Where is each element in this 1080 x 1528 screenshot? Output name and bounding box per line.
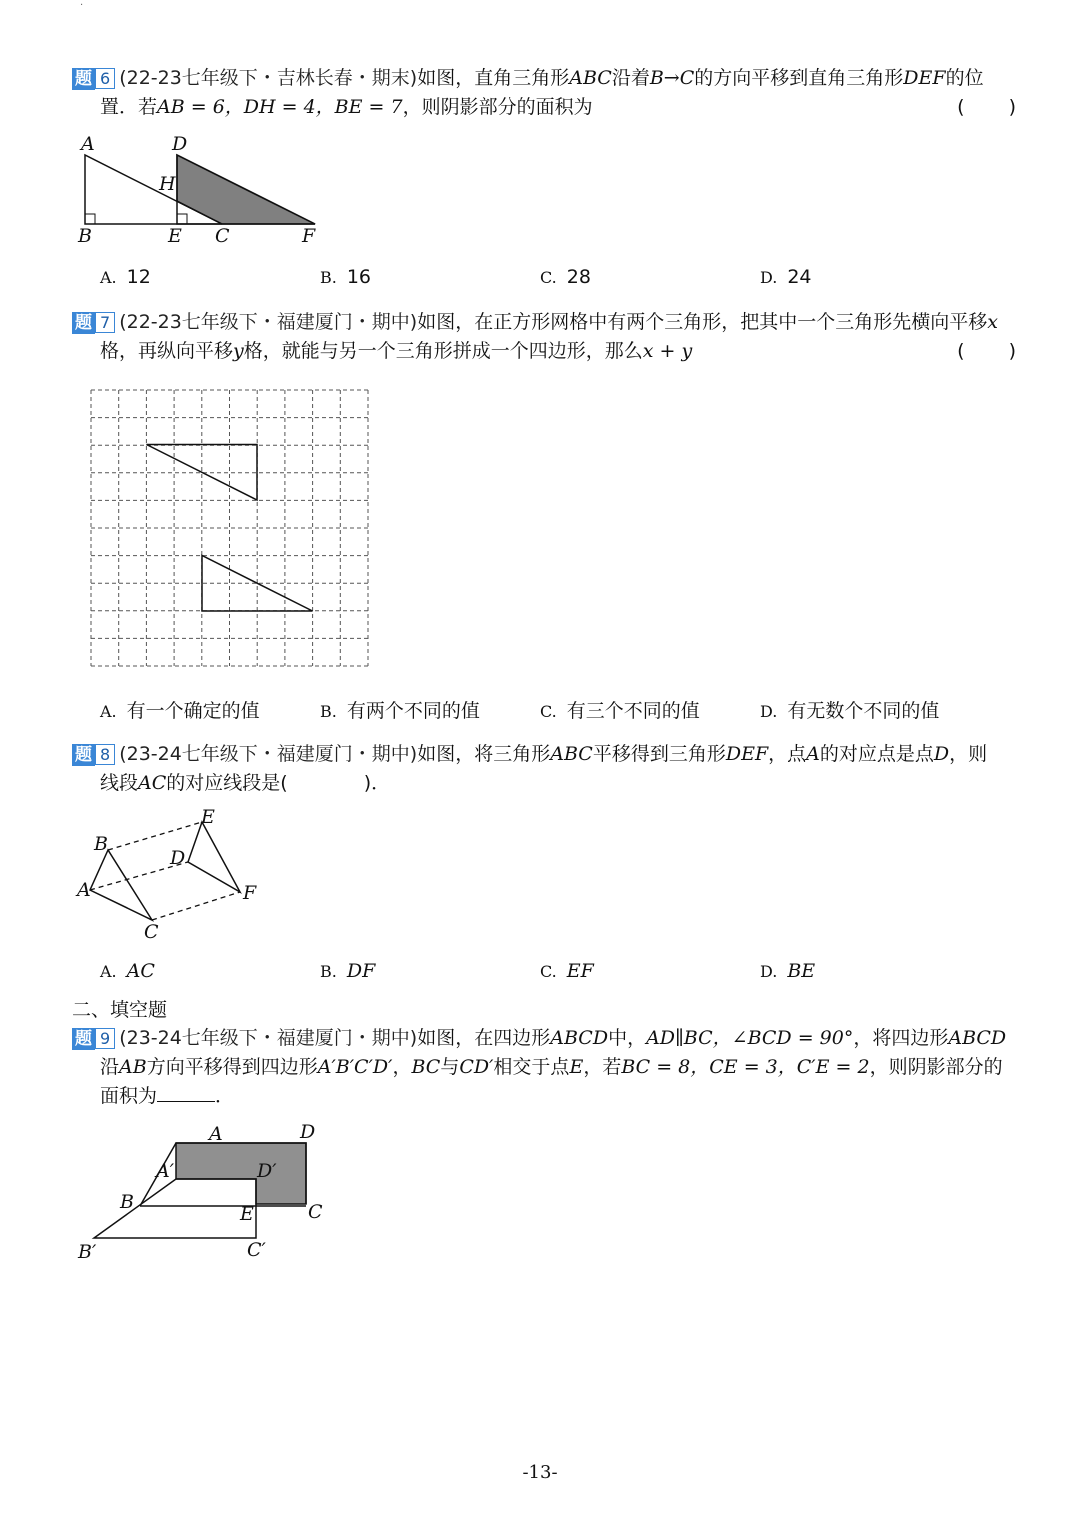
option-b[interactable]: B. 16: [320, 266, 372, 288]
label-a: A: [77, 879, 91, 901]
q8-source: (23-24七年级下・福建厦门・期中): [119, 743, 418, 765]
q9-line-1: 题 9 (23-24七年级下・福建厦门・期中)如图，在四边形ABCD中，AD∥BC，∠BCD = 90°，将四边形ABCD: [72, 1024, 1022, 1053]
q6-line-1: 题 6 (22-23七年级下・吉林长春・期末)如图，直角三角形ABC沿着B→C的方向平移到直角三角形DEF的位: [72, 64, 1022, 93]
q6-source: (22-23七年级下・吉林长春・期末): [119, 67, 418, 89]
option-b[interactable]: B. 有两个不同的值: [320, 700, 480, 722]
q6-figure: [70, 130, 340, 248]
q9-source: (23-24七年级下・福建厦门・期中): [119, 1027, 418, 1049]
label-b: B: [94, 833, 108, 855]
q9-line-2: 沿AB方向平移得到四边形A′B′C′D′，BC与CD′相交于点E，若BC = 8，CE = 3，C′E = 2，则阴影部分的: [100, 1056, 1003, 1078]
section-heading: 二、填空题: [72, 999, 168, 1021]
label-a-prime: A′: [156, 1160, 175, 1182]
answer-paren: ( ): [957, 96, 1018, 118]
label-c-prime: C′: [247, 1239, 266, 1261]
answer-paren: ( ): [957, 340, 1018, 362]
label-e: E: [201, 806, 215, 828]
right-angle-mark-b: [85, 214, 95, 224]
grid-lines: [91, 390, 368, 666]
option-c[interactable]: C. EF: [540, 960, 594, 982]
label-d: D: [172, 133, 188, 155]
label-c: C: [215, 225, 230, 247]
option-c[interactable]: C. 28: [540, 266, 591, 288]
q9-figure: [74, 1120, 334, 1270]
right-angle-mark-e: [177, 214, 187, 224]
q6-line-2: 置．若AB = 6，DH = 4，BE = 7，则阴影部分的面积为 ( ): [72, 93, 1022, 122]
label-b: B: [78, 225, 92, 247]
option-a[interactable]: A. 有一个确定的值: [100, 700, 260, 722]
option-a[interactable]: A. 12: [100, 266, 151, 288]
shaded-region: [176, 1143, 306, 1204]
label-c: C: [308, 1201, 323, 1223]
label-b-prime: B′: [78, 1241, 97, 1263]
question-9: [72, 1024, 1022, 1111]
q8-figure: [72, 806, 272, 942]
q8-line-2: 线段AC的对应线段是( )．: [100, 772, 391, 794]
option-d[interactable]: D. BE: [760, 960, 816, 982]
question-number-badge: 题 7: [72, 312, 115, 334]
q7-grid-figure: [88, 387, 372, 669]
q8-line-1: 题 8 (23-24七年级下・福建厦门・期中)如图，将三角形ABC平移得到三角形DEF，点A的对应点是点D，则: [72, 740, 1022, 769]
label-b: B: [120, 1191, 134, 1213]
option-b[interactable]: B. DF: [320, 960, 376, 982]
q9-line-3: 面积为 ．: [100, 1085, 235, 1107]
question-7: [72, 308, 1022, 366]
triangle-abc: [90, 850, 152, 920]
label-a: A: [209, 1123, 223, 1145]
question-number-badge: 题 8: [72, 744, 115, 766]
triangle-def: [188, 822, 240, 892]
label-e: E: [168, 225, 182, 247]
question-number-badge: 题 6: [72, 68, 115, 90]
label-d: D: [300, 1121, 316, 1143]
option-a[interactable]: A. AC: [100, 960, 155, 982]
label-c: C: [144, 921, 159, 942]
label-h: H: [159, 173, 176, 195]
q7-source: (22-23七年级下・福建厦门・期中): [119, 311, 418, 333]
option-c[interactable]: C. 有三个不同的值: [540, 700, 700, 722]
question-number-badge: 题 9: [72, 1028, 115, 1050]
label-d: D: [170, 847, 186, 869]
question-6: [72, 64, 1022, 122]
answer-blank[interactable]: [157, 1083, 215, 1102]
page-number: -13-: [522, 1462, 558, 1483]
label-a: A: [81, 133, 95, 155]
dashed-translation-lines: [90, 822, 240, 920]
question-8: [72, 740, 1022, 798]
quad-a1b1c1d1: [94, 1179, 256, 1238]
label-d-prime: D′: [257, 1160, 277, 1182]
q7-line-1: 题 7 (22-23七年级下・福建厦门・期中)如图，在正方形网格中有两个三角形，把其中一个三角形先横向平移x: [72, 308, 1022, 337]
label-f: F: [243, 882, 257, 904]
label-e: E: [240, 1203, 254, 1225]
option-d[interactable]: D. 有无数个不同的值: [760, 700, 940, 722]
top-mark: ·: [80, 0, 84, 11]
q7-line-2: 格，再纵向平移y格，就能与另一个三角形拼成一个四边形，那么x + y ( ): [72, 337, 1022, 366]
option-d[interactable]: D. 24: [760, 266, 812, 288]
label-f: F: [302, 225, 316, 247]
